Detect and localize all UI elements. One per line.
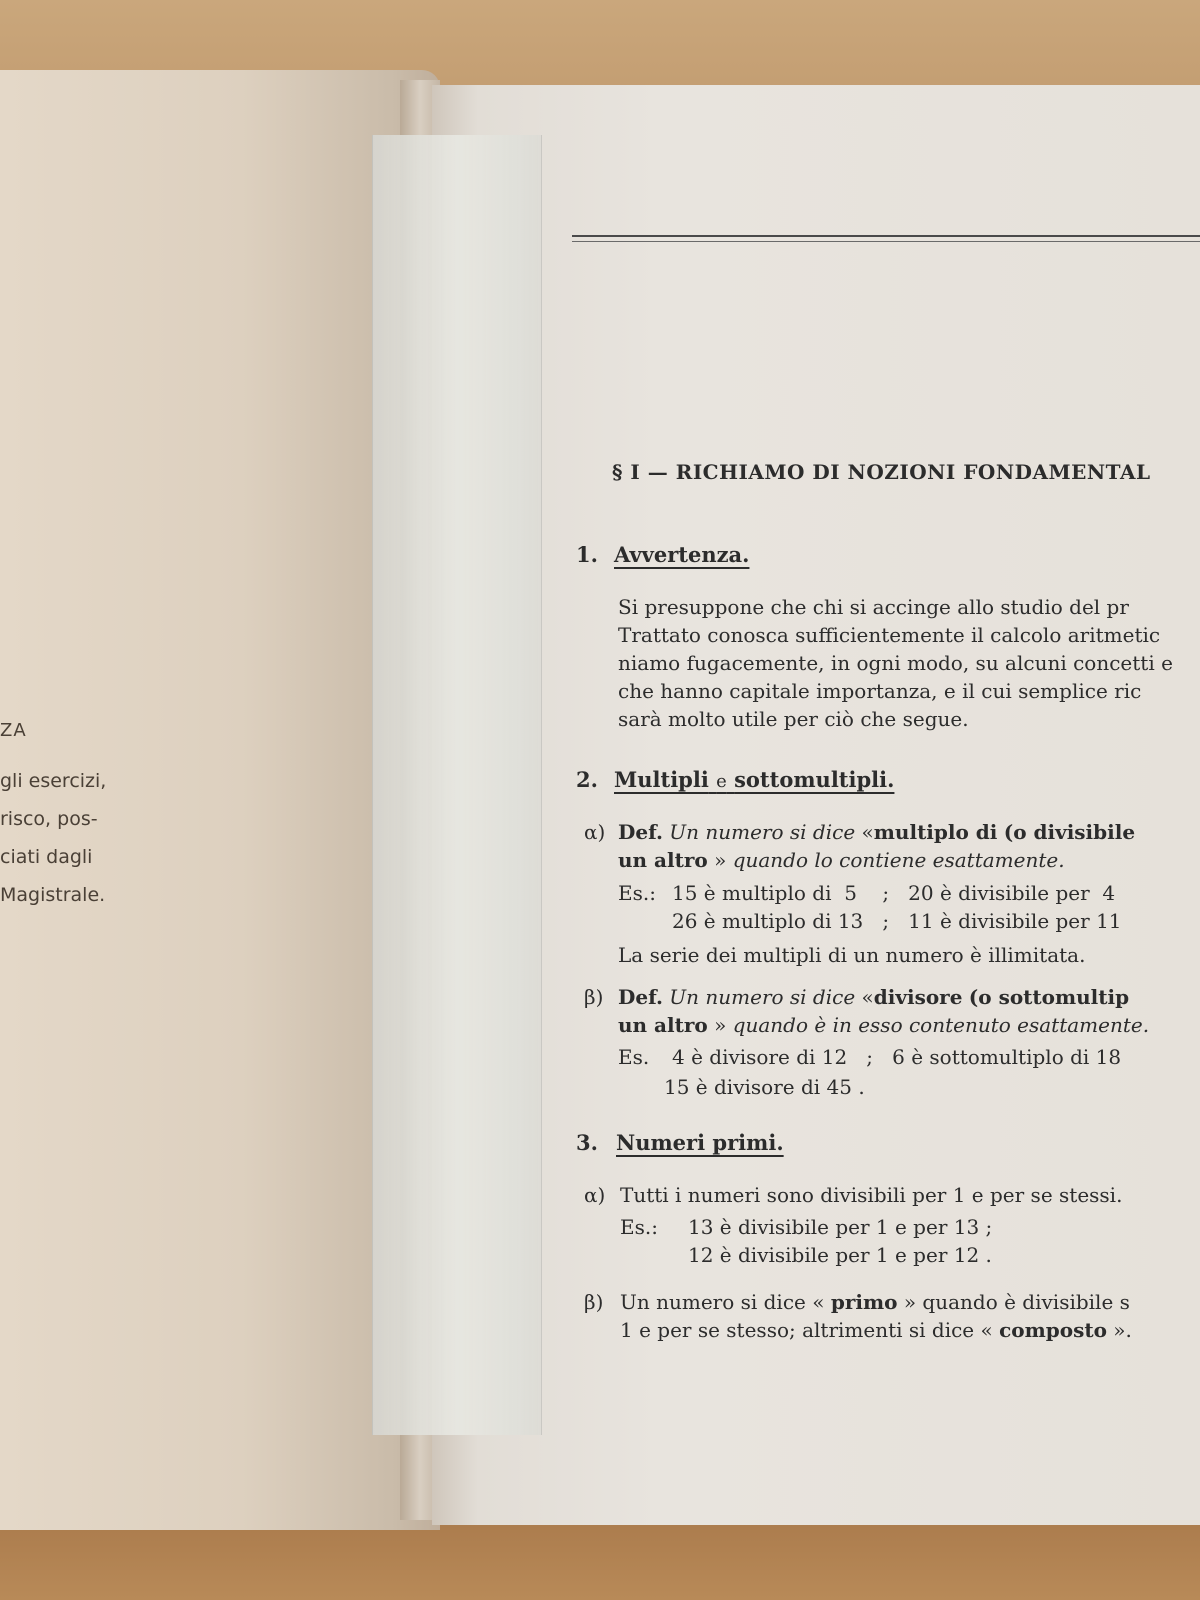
s2-title-a: Multipli bbox=[614, 767, 709, 792]
s1-number: 1. bbox=[576, 542, 598, 567]
s2b-example: 4 è divisore di 12 ; 6 è sottomultiplo di 18 bbox=[672, 1045, 1122, 1069]
s2a-definition bbox=[618, 820, 1135, 844]
s2b-marker: β) bbox=[584, 985, 604, 1009]
s3b-text: Un numero si dice bbox=[620, 1290, 806, 1314]
section-title: § I — RICHIAMO DI NOZIONI FONDAMENTAL bbox=[612, 460, 1151, 484]
right-page bbox=[432, 85, 1200, 1525]
s3a-example: 13 è divisibile per 1 e per 13 ; bbox=[688, 1215, 993, 1239]
s2b-definition-cont bbox=[618, 1013, 1149, 1037]
s2b-quote-close: » bbox=[714, 1013, 727, 1037]
left-page-heading-fragment: ZA bbox=[0, 720, 27, 741]
s2a-italic-2: quando lo contiene esattamente. bbox=[732, 848, 1065, 872]
s3-title bbox=[616, 1130, 784, 1155]
s1-line: Trattato conosca sufficientemente il calcolo aritmetic bbox=[618, 623, 1161, 647]
adhesive-tape-strip bbox=[372, 135, 542, 1435]
s3b-bold-term-2: composto bbox=[999, 1318, 1107, 1342]
s3b-quote: « bbox=[812, 1290, 825, 1314]
s2-title-e: e bbox=[716, 771, 727, 792]
left-page-text bbox=[0, 762, 106, 914]
s2a-definition-cont bbox=[618, 848, 1065, 872]
s3b-bold-term: primo bbox=[830, 1290, 898, 1314]
s2a-es-label: Es.: bbox=[618, 881, 656, 905]
s3-title-text: Numeri primi. bbox=[616, 1130, 784, 1155]
s2a-note: La serie dei multipli di un numero è illimitata. bbox=[618, 943, 1086, 967]
s2b-bold-term: divisore bbox=[873, 985, 963, 1009]
s2b-example: 15 è divisore di 45 . bbox=[664, 1075, 865, 1099]
s2b-italic: Un numero si dice bbox=[669, 985, 856, 1009]
s2-number: 2. bbox=[576, 767, 598, 792]
left-line: gli esercizi, bbox=[0, 770, 107, 792]
left-line: risco, pos- bbox=[0, 808, 98, 830]
s3a-marker: α) bbox=[584, 1183, 606, 1207]
left-line: ciati dagli bbox=[0, 846, 93, 868]
s2b-es-label: Es. bbox=[618, 1045, 650, 1069]
s3b-line-1 bbox=[620, 1290, 1130, 1314]
s2b-bold-term-2: un altro bbox=[618, 1013, 708, 1037]
s2a-bold-term: multiplo di bbox=[873, 820, 998, 844]
s2b-def-label: Def. bbox=[618, 985, 663, 1009]
s1-line: che hanno capitale importanza, e il cui semplice ric bbox=[618, 679, 1142, 703]
s2b-rest: (o sottomultip bbox=[968, 985, 1130, 1009]
left-line: Magistrale. bbox=[0, 884, 106, 906]
s2b-italic-2: quando è in esso contenuto esattamente. bbox=[732, 1013, 1150, 1037]
s3-number: 3. bbox=[576, 1130, 598, 1155]
s2a-bold-term-2: un altro bbox=[618, 848, 708, 872]
s3b-text-3: 1 e per se stesso; altrimenti si dice « bbox=[620, 1318, 993, 1342]
s2-title bbox=[614, 767, 894, 792]
s3a-es-label: Es.: bbox=[620, 1215, 658, 1239]
page-content bbox=[432, 85, 1200, 1525]
s1-line: Si presuppone che chi si accinge allo studio del pr bbox=[618, 595, 1129, 619]
s3b-line-2 bbox=[620, 1318, 1132, 1342]
s2a-quote-open: « bbox=[861, 820, 874, 844]
s2a-example: 15 è multiplo di 5 ; 20 è divisibile per 4 bbox=[672, 881, 1116, 905]
s1-title bbox=[614, 542, 749, 567]
s2a-quote-close: » bbox=[714, 848, 727, 872]
s3a-example: 12 è divisibile per 1 e per 12 . bbox=[688, 1243, 992, 1267]
s1-line: niamo fugacemente, in ogni modo, su alcuni concetti e bbox=[618, 651, 1173, 675]
s2-title-b: sottomultipli. bbox=[734, 767, 895, 792]
s2b-quote-open: « bbox=[861, 985, 874, 1009]
s1-line: sarà molto utile per ciò che segue. bbox=[618, 707, 969, 731]
s2a-def-label: Def. bbox=[618, 820, 663, 844]
s3b-marker: β) bbox=[584, 1290, 604, 1314]
s3b-text-2: » quando è divisibile s bbox=[903, 1290, 1130, 1314]
s3a-text: Tutti i numeri sono divisibili per 1 e per se stessi. bbox=[620, 1183, 1123, 1207]
s2a-example: 26 è multiplo di 13 ; 11 è divisibile per 11 bbox=[672, 909, 1122, 933]
s3b-text-4: ». bbox=[1113, 1318, 1132, 1342]
s2a-italic: Un numero si dice bbox=[669, 820, 856, 844]
s2a-rest: (o divisibile bbox=[1003, 820, 1136, 844]
s2a-marker: α) bbox=[584, 820, 606, 844]
s2b-definition bbox=[618, 985, 1129, 1009]
s1-title-text: Avvertenza. bbox=[614, 542, 750, 567]
